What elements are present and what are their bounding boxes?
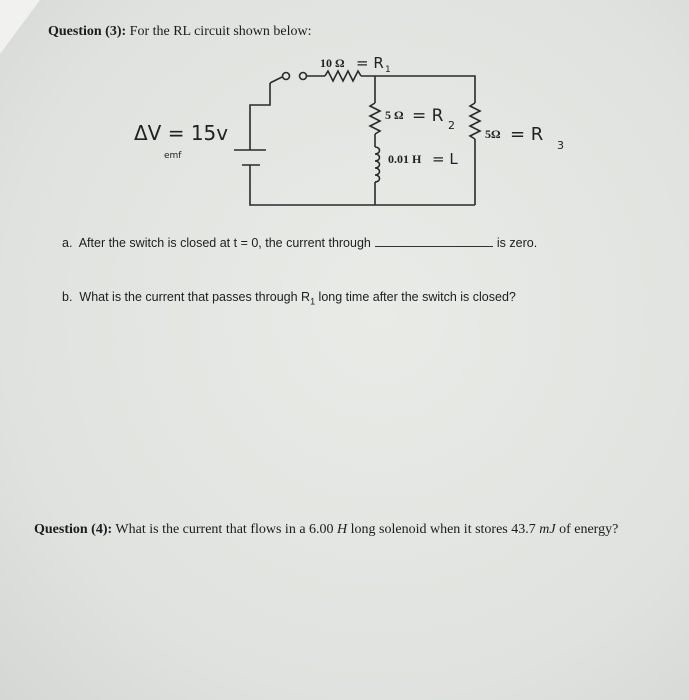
part-b-label: b. — [62, 290, 73, 304]
source-voltage-handwritten: ΔV = 15v — [134, 121, 229, 145]
circuit-wires — [234, 71, 480, 205]
question-4 — [34, 522, 618, 538]
part-b-text: What is the current that passes through R — [79, 290, 311, 304]
part-b-text-end: long time after the switch is closed? — [315, 290, 516, 304]
part-b — [62, 290, 516, 307]
question-4-text-1: What is the current that flows in a 6.00 — [115, 522, 334, 537]
question-4-text-2: long solenoid when it stores 43.7 — [350, 522, 536, 537]
source-emf-note: emf — [164, 151, 182, 161]
resistor-r3 — [470, 103, 480, 139]
question-3-text: For the RL circuit shown below: — [129, 24, 312, 39]
part-a-answer-blank[interactable] — [375, 246, 493, 247]
inductor-handwritten: = L — [432, 150, 458, 168]
question-4-unit-mj: mJ — [539, 522, 556, 537]
switch-contact-2 — [300, 73, 307, 80]
folded-corner — [0, 0, 40, 54]
switch-contact-1 — [283, 73, 290, 80]
r2-handwritten: = R — [412, 106, 444, 126]
question-4-label: Question (4): — [34, 522, 113, 537]
part-a-text: After the switch is closed at t = 0, the current through — [78, 236, 371, 250]
r3-subscript: 3 — [557, 139, 564, 152]
r1-value: 10 Ω — [320, 56, 345, 70]
question-3-label: Question (3): — [48, 24, 127, 39]
question-3-heading — [48, 24, 312, 40]
question-4-unit-h: H — [337, 522, 348, 537]
r2-value: 5 Ω — [385, 108, 404, 122]
inductor-coil — [375, 147, 380, 182]
wire-bottom — [250, 165, 475, 205]
inductor-value: 0.01 H — [388, 152, 422, 166]
r3-handwritten: = R — [510, 124, 544, 145]
r1-handwritten: = R — [356, 55, 384, 72]
wire-top-right — [361, 76, 475, 103]
resistor-r2 — [370, 103, 380, 134]
wire-left-top — [250, 83, 270, 150]
part-b-subscript: 1 — [310, 296, 316, 307]
question-4-text-3: of energy? — [559, 522, 619, 537]
part-a-label: a. — [62, 236, 73, 250]
rl-circuit-diagram — [120, 55, 600, 220]
switch-lever — [270, 77, 282, 83]
resistor-r1 — [325, 71, 361, 81]
r1-subscript: 1 — [385, 65, 391, 75]
part-a — [62, 236, 537, 250]
part-a-text-end: is zero. — [496, 236, 538, 250]
r2-subscript: 2 — [448, 119, 455, 132]
r3-value: 5Ω — [485, 127, 501, 141]
